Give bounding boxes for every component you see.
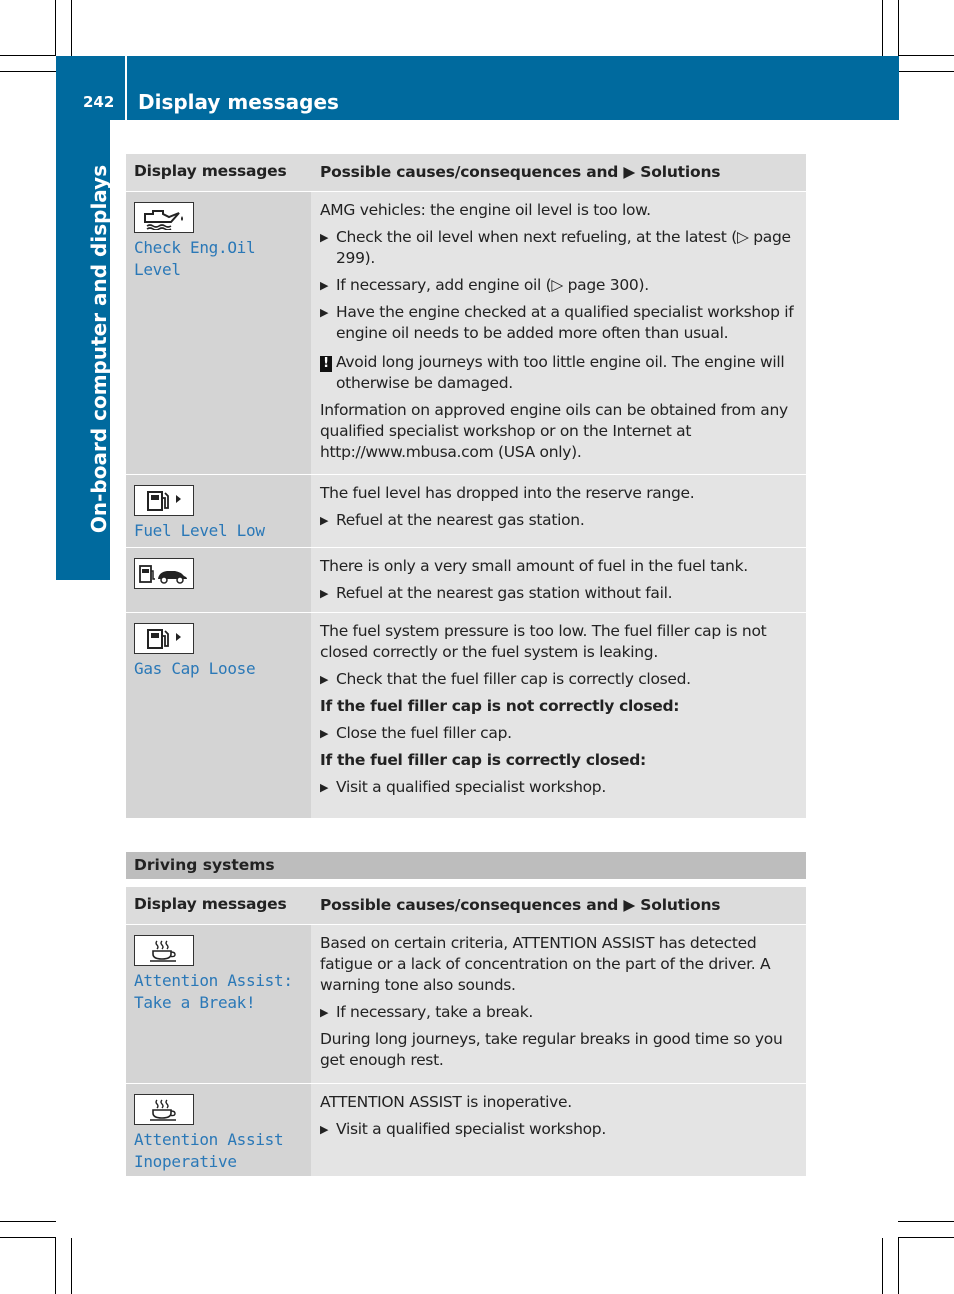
crop-mark <box>0 55 56 56</box>
table-row <box>126 613 806 819</box>
crop-mark <box>898 55 954 56</box>
info-text: During long journeys, take regular breaks in good time so you get enough rest. <box>320 1030 783 1069</box>
chapter-tab-label: On-board computer and displays <box>87 164 111 534</box>
header-divider <box>125 56 127 120</box>
table-header-row <box>126 887 806 925</box>
fuel-pump-icon <box>134 623 194 654</box>
driving-systems-table <box>126 887 806 1177</box>
warning-icon: ! <box>320 356 332 372</box>
bullet-icon: ▶ <box>320 279 329 292</box>
condition-heading: If the fuel filler cap is not correctly closed: <box>320 697 680 715</box>
cause-text: There is only a very small amount of fuel in the fuel tank. <box>320 557 748 575</box>
fuel-pump-icon <box>134 485 194 516</box>
crop-mark <box>898 1237 954 1238</box>
bullet-icon: ▶ <box>320 514 329 527</box>
solution-step: ▶ Have the engine checked at a qualified specialist workshop if engine oil needs to be added more often than usual. <box>320 303 794 342</box>
page-number: 242 <box>83 93 115 111</box>
table-row <box>126 192 806 475</box>
display-message-text: Gas Cap Loose <box>134 659 256 678</box>
cause-text: The fuel level has dropped into the reserve range. <box>320 484 695 502</box>
table-row <box>126 475 806 548</box>
display-message-text: Attention Assist Inoperative <box>134 1130 284 1171</box>
cause-text: ATTENTION ASSIST is inoperative. <box>320 1093 572 1111</box>
warning-note: ! Avoid long journeys with too little engine oil. The engine will otherwise be damaged. <box>320 352 799 394</box>
column-header: Display messages <box>126 887 311 924</box>
cause-text: AMG vehicles: the engine oil level is too low. <box>320 201 651 219</box>
solution-step: ▶ Refuel at the nearest gas station without fail. <box>320 584 673 602</box>
crop-mark <box>55 0 56 56</box>
solution-step: ▶ Visit a qualified specialist workshop. <box>320 778 606 796</box>
bullet-icon: ▶ <box>320 1123 329 1136</box>
bullet-icon: ▶ <box>320 673 329 686</box>
crop-mark <box>71 1238 72 1294</box>
crop-mark <box>898 0 899 56</box>
crop-mark <box>71 0 72 56</box>
coffee-cup-icon <box>134 1094 194 1125</box>
display-message-text: Fuel Level Low <box>134 521 265 540</box>
bullet-icon: ▶ <box>320 231 329 244</box>
crop-mark <box>882 0 883 56</box>
display-messages-table <box>126 154 806 819</box>
solution-step: ▶ Refuel at the nearest gas station. <box>320 511 585 529</box>
crop-mark <box>882 1238 883 1294</box>
crop-mark <box>0 1221 56 1222</box>
bullet-icon: ▶ <box>320 727 329 740</box>
solution-step: ▶ Close the fuel filler cap. <box>320 724 512 742</box>
cause-text: The fuel system pressure is too low. The fuel filler cap is not closed correctly or the fuel system is leaking. <box>320 622 767 661</box>
engine-oil-level-icon <box>134 202 194 233</box>
table-header-row <box>126 154 806 192</box>
solution-step: ▶ Visit a qualified specialist workshop. <box>320 1120 606 1138</box>
table-row <box>126 925 806 1084</box>
crop-mark <box>898 1221 954 1222</box>
crop-mark <box>55 1238 56 1294</box>
crop-mark <box>898 71 954 72</box>
page-title: Display messages <box>138 90 339 114</box>
solution-step: ▶ Check the oil level when next refueling, at the latest (▷ page 299). <box>320 228 791 267</box>
display-message-text: Check Eng.Oil Level <box>134 238 256 279</box>
column-header: Display messages <box>126 154 311 191</box>
bullet-icon: ▶ <box>320 1006 329 1019</box>
coffee-cup-icon <box>134 935 194 966</box>
solution-step: ▶ If necessary, add engine oil (▷ page 300). <box>320 276 649 294</box>
crop-mark <box>0 71 56 72</box>
cause-text: Based on certain criteria, ATTENTION ASSIST has detected fatigue or a lack of concentration on the part of the driver. A warning tone also sounds. <box>320 934 771 994</box>
solution-step: ▶ Check that the fuel filler cap is correctly closed. <box>320 670 691 688</box>
info-text: Information on approved engine oils can be obtained from any qualified specialist workshop or on the Internet at http://www.mbusa.com (USA only). <box>320 401 788 461</box>
condition-heading: If the fuel filler cap is correctly closed: <box>320 751 646 769</box>
fuel-car-icon <box>134 558 194 589</box>
bullet-icon: ▶ <box>320 306 329 319</box>
solution-step: ▶ If necessary, take a break. <box>320 1003 534 1021</box>
column-header: Possible causes/consequences and ▶ Solutions <box>311 887 806 924</box>
table-row <box>126 1084 806 1177</box>
crop-mark <box>0 1237 56 1238</box>
column-header: Possible causes/consequences and ▶ Solutions <box>311 154 806 191</box>
bullet-icon: ▶ <box>320 587 329 600</box>
section-heading: Driving systems <box>126 852 806 879</box>
display-message-text: Attention Assist: Take a Break! <box>134 971 293 1012</box>
table-row <box>126 548 806 613</box>
bullet-icon: ▶ <box>320 781 329 794</box>
crop-mark <box>898 1238 899 1294</box>
